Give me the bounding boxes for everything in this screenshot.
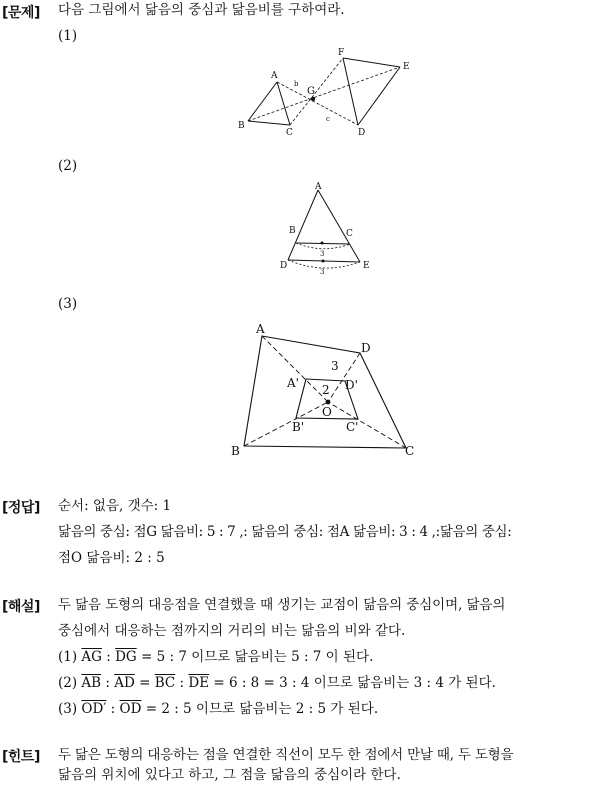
fig2-label-e: E (363, 261, 370, 271)
answer-line-2: 닮음의 중심: 점G 닮음비: 5 : 7 ,: 닮음의 중심: 점A 닮음비: 3 : 4 ,:닮음의 중심: (58, 524, 512, 540)
part-3-label: (3) (58, 296, 78, 312)
fig1-edge-fe (343, 58, 400, 67)
fig1-label-c: C (286, 128, 293, 138)
problem-prompt: 다음 그림에서 닮음의 중심과 닮음비를 구하여라. (58, 2, 345, 18)
exp4-colon-2: : (175, 675, 189, 691)
fig1-label-e: E (403, 62, 410, 72)
explanation-line-4 (58, 674, 588, 692)
segment-bc: $\overline{BC}$ (154, 675, 176, 691)
fig3-label-o: O (322, 405, 332, 419)
figure-1 (230, 44, 420, 140)
fig3-label-3: 3 (331, 359, 339, 373)
exp3-colon: : (101, 649, 116, 665)
fig1-label-small-c: c (326, 115, 330, 123)
exp5-colon: : (106, 701, 120, 717)
fig1-label-b: B (238, 121, 245, 131)
fig2-mid-bc (321, 242, 324, 245)
fig3-label-c-prime: C' (346, 420, 359, 434)
explanation-line-3 (58, 648, 588, 666)
fig3-label-d: D (361, 341, 371, 355)
hint-line-1: 두 닮은 도형의 대응하는 점을 연결한 직선이 모두 한 점에서 만날 때, 두 도형을 (58, 747, 514, 763)
fig1-label-d: D (358, 128, 366, 138)
explanation-line-2: 중심에서 대응하는 점까지의 거리의 비는 닮음의 비와 같다. (58, 623, 406, 639)
fig3-label-b: B (231, 444, 240, 458)
fig1-ray-ad (277, 82, 358, 125)
fig2-label-3a: 3 (320, 250, 325, 258)
exp4-prefix: (2) (58, 675, 82, 691)
fig2-side-left (288, 190, 318, 260)
fig3-label-a-prime: A' (287, 376, 299, 390)
fig3-label-c: C (405, 444, 415, 458)
answer-line-3: 점O 닮음비: 2 : 5 (58, 550, 165, 566)
fig1-edge-bc (248, 121, 290, 125)
explanation-line-1: 두 닮음 도형의 대응점을 연결했을 때 생기는 교점이 닮음의 중심이며, 닮음의 (58, 597, 506, 613)
fig2-label-b: B (289, 226, 296, 236)
answer-line-1: 순서: 없음, 갯수: 1 (58, 498, 172, 514)
fig1-edge-ed (358, 67, 400, 125)
segment-de: $\overline{DE}$ (188, 675, 210, 691)
fig2-mid-de (322, 260, 325, 263)
fig3-label-d-prime: D' (345, 378, 358, 392)
fig2-label-d: D (280, 261, 288, 271)
segment-ab: $\overline{AB}$ (81, 675, 102, 691)
fig1-label-g: G (307, 86, 315, 97)
part-1-label: (1) (58, 28, 78, 44)
fig1-edge-fd (343, 58, 358, 125)
exp3-prefix: (1) (58, 649, 82, 665)
problem-tag: [문제] (2, 5, 40, 21)
fig1-label-a: A (271, 71, 278, 81)
explanation-tag: [해설] (2, 599, 40, 615)
exp4-colon-1: : (101, 675, 115, 691)
exp5-rest: = 2 : 5 이므로 닮음비는 2 : 5 가 된다. (141, 701, 379, 717)
fig1-edge-ac (277, 82, 290, 125)
fig3-label-a: A (256, 322, 265, 336)
part-2-label: (2) (58, 158, 78, 174)
explanation-line-5 (58, 700, 588, 718)
fig2-label-3b: 3 (320, 268, 325, 276)
fig2-label-a: A (315, 182, 322, 192)
fig3-label-2: 2 (322, 383, 330, 397)
fig2-label-c: C (346, 229, 353, 239)
segment-od: $\overline{OD}$ (119, 701, 142, 717)
exp3-rest: = 5 : 7 이므로 닮음비는 5 : 7 이 된다. (136, 649, 374, 665)
segment-dg: $\overline{DG}$ (115, 649, 137, 665)
figure-3 (228, 318, 424, 462)
fig3-ray-b (244, 402, 328, 446)
fig1-label-f: F (338, 48, 345, 58)
exp4-equals: = (134, 675, 155, 691)
segment-ag: $\overline{AG}$ (81, 649, 102, 665)
hint-tag: [힌트] (2, 749, 40, 765)
segment-od-prime: OD′ (81, 701, 107, 717)
exp5-prefix: (3) (58, 701, 82, 717)
fig3-label-b-prime: B' (292, 420, 305, 434)
figure-2 (275, 178, 375, 278)
fig1-edge-ab (248, 82, 277, 121)
fig3-center-point (326, 400, 331, 405)
exp4-rest: = 6 : 8 = 3 : 4 이므로 닮음비는 3 : 4 가 된다. (209, 675, 496, 691)
fig1-ray-cf (290, 58, 343, 125)
segment-ad: $\overline{AD}$ (114, 675, 135, 691)
answer-tag: [정답] (2, 500, 40, 516)
fig1-center-point (311, 97, 315, 101)
hint-line-2: 닮음의 위치에 있다고 하고, 그 점을 닮음의 중심이라 한다. (58, 767, 401, 783)
fig1-label-small-b: b (294, 80, 299, 88)
